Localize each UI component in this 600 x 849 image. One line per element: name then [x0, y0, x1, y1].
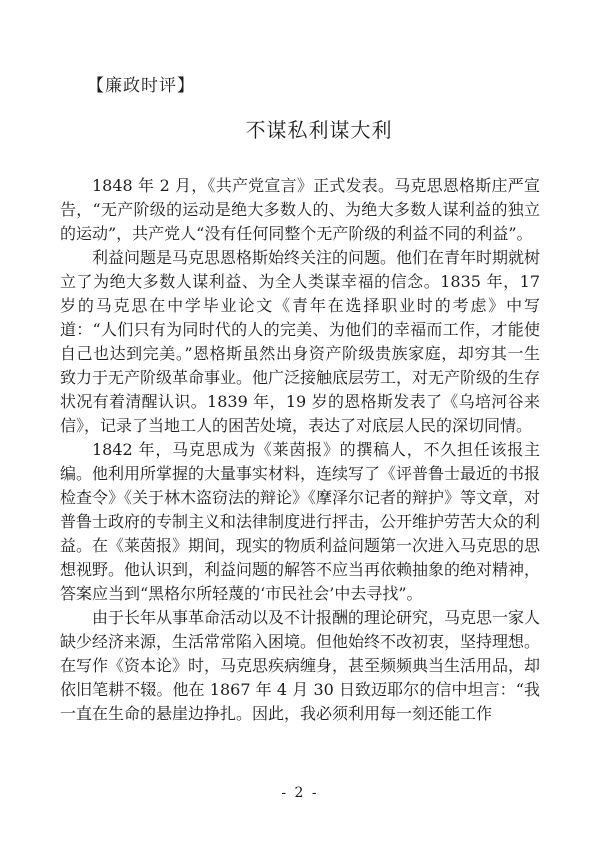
body-paragraph: 由于长年从事革命活动以及不计报酬的理论研究，马克思一家人缺少经济来源，生活常常陷入困境。但他始终不改初衷，坚持理想。在写作《资本论》时，马克思疾病缠身，甚至频频典当生活用品，却依旧笔耕不辍。他在 1867 年 4 月 30 日致迈耶尔的信中坦言：“我一直在生命的悬崖边挣扎。因此，我必须利用每一刻还能工作 [60, 608, 541, 723]
document-body [60, 174, 540, 726]
section-label: 【廉政时评】 [87, 76, 195, 96]
page-number: - 2 - [281, 785, 319, 801]
body-paragraph: 1842 年，马克思成为《莱茵报》的撰稿人，不久担任该报主编。他利用所掌握的大量事实材料，连续写了《评普鲁士最近的书报检查令》《关于林木盗窃法的辩论》《摩泽尔记者的辩护》等文章，对普鲁士政府的专制主义和法律制度进行抨击，公开维护劳苦大众的利益。在《莱茵报》期间，现实的物质利益问题第一次进入马克思的思想视野。他认识到，利益问题的解答不应当再依赖抽象的绝对精神，答案应当到“黑格尔所轻蔑的‘市民社会’中去寻找”。 [60, 440, 541, 603]
body-paragraph: 利益问题是马克思恩格斯始终关注的问题。他们在青年时期就树立了为绝大多数人谋利益、为全人类谋幸福的信念。1835 年，17 岁的马克思在中学毕业论文《青年在选择职业时的考虑》中写道：“人们只有为同时代的人的完美、为他们的幸福而工作，才能使自己也达到完美。”恩格斯虽然出身资产阶级贵族家庭，却穷其一生致力于无产阶级革命事业。他广泛接触底层劳工，对无产阶级的生存状况有着清醒认识。1839 年，19 岁的恩格斯发表了《乌培河谷来信》，记录了当地工人的困苦处境，表达了对底层人民的深切同情。 [60, 248, 541, 435]
body-paragraph: 1848 年 2 月，《共产党宣言》正式发表。马克思恩格斯庄严宣告，“无产阶级的运动是绝大多数人的、为绝大多数人谋利益的独立的运动”，共产党人“没有任何同整个无产阶级的利益不同的利益”。 [60, 176, 540, 243]
page-title: 不谋私利谋大利 [245, 118, 393, 142]
